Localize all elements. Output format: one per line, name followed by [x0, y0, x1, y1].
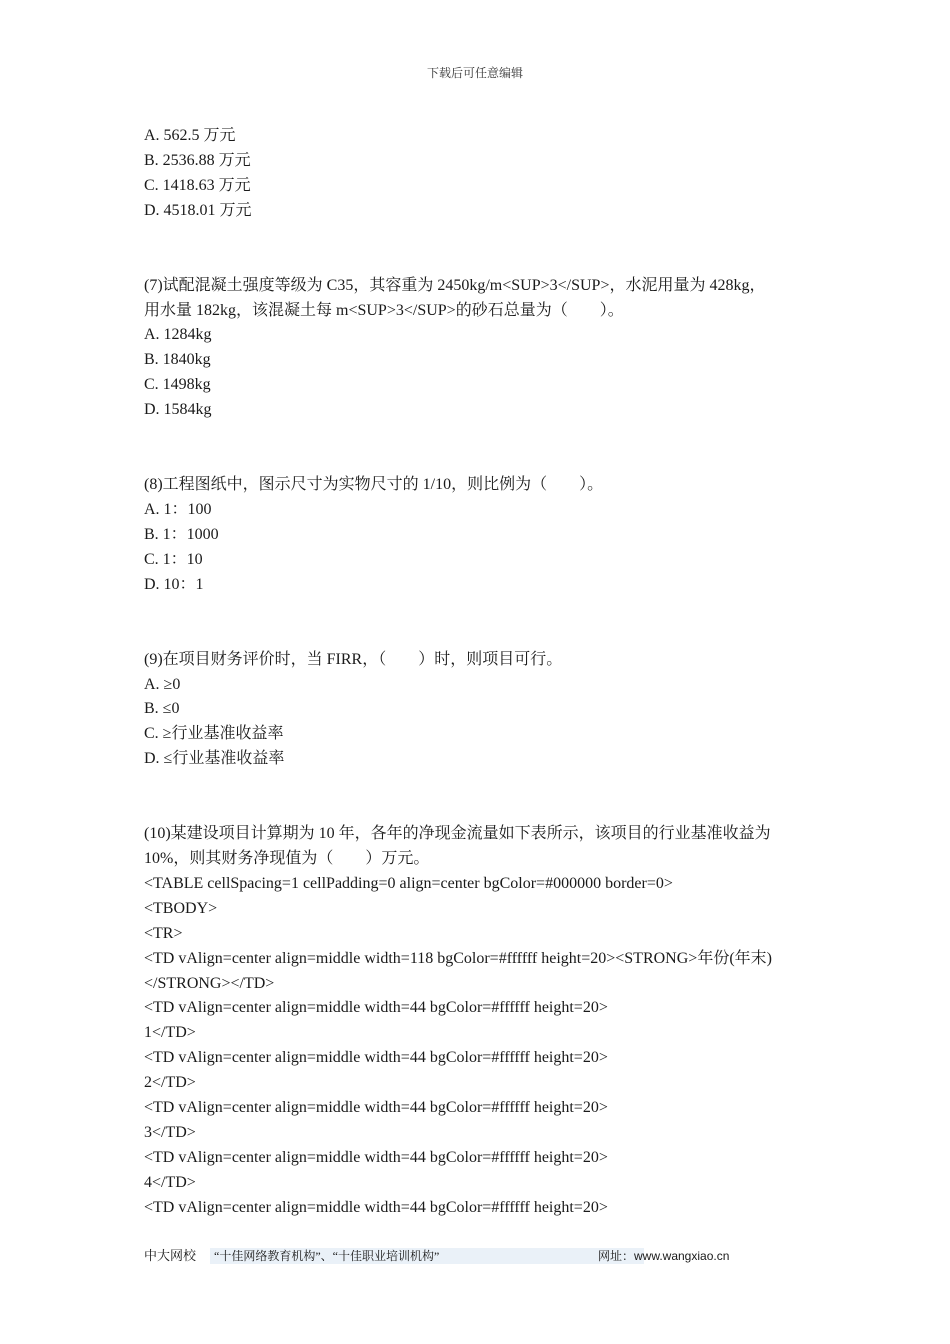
raw-line: <TD vAlign=center align=middle width=44 bgColor=#ffffff height=20>	[144, 1049, 608, 1067]
document-body	[144, 124, 814, 1221]
option-a: A. 1：100	[144, 500, 212, 518]
option-d: D. 4518.01 万元	[144, 201, 252, 219]
option-b: B. 2536.88 万元	[144, 151, 251, 169]
question-stem: (9)在项目财务评价时，当 FIRR，（ ）时，则项目可行。	[144, 650, 563, 668]
raw-line: 1</TD>	[144, 1024, 196, 1042]
footer-website[interactable]: 网址：www.wangxiao.cn	[598, 1249, 730, 1263]
option-a: A. 562.5 万元	[144, 127, 236, 144]
question-8	[144, 473, 814, 598]
option-c: C. 1：10	[144, 550, 203, 568]
raw-line: <TD vAlign=center align=middle width=44 bgColor=#ffffff height=20>	[144, 1198, 608, 1216]
page-footer	[144, 1246, 804, 1266]
question-6-options	[144, 124, 814, 224]
footer-tagline: “十佳网络教育机构”、“十佳职业培训机构”	[210, 1248, 644, 1264]
footer-school-name: 中大网校	[144, 1248, 197, 1263]
question-7	[144, 274, 814, 423]
raw-line: </STRONG></TD>	[144, 974, 275, 992]
question-stem: 10%，则其财务净现值为（ ）万元。	[144, 850, 430, 868]
option-c: C. 1498kg	[144, 376, 211, 394]
question-stem: 用水量 182kg，该混凝土每 m<SUP>3</SUP>的砂石总量为（ ）。	[144, 301, 624, 319]
raw-line: <TBODY>	[144, 899, 218, 917]
option-b: B. 1：1000	[144, 525, 219, 543]
raw-table-markup	[144, 872, 814, 1221]
question-stem: (7)试配混凝土强度等级为 C35，其容重为 2450kg/m<SUP>3</SUP>，水泥用量为 428kg，	[144, 276, 766, 294]
option-d: D. 10：1	[144, 575, 204, 593]
raw-line: 3</TD>	[144, 1124, 196, 1141]
raw-line: <TD vAlign=center align=middle width=44 bgColor=#ffffff height=20>	[144, 1148, 608, 1166]
question-10	[144, 822, 814, 1221]
question-stem: (10)某建设项目计算期为 10 年，各年的净现金流量如下表所示，该项目的行业基准收益为	[144, 825, 771, 843]
option-c: C. ≥行业基准收益率	[144, 725, 284, 743]
question-9	[144, 648, 814, 773]
option-d: D. ≤行业基准收益率	[144, 750, 285, 768]
option-c: C. 1418.63 万元	[144, 176, 251, 194]
raw-line: <TD vAlign=center align=middle width=118 bgColor=#ffffff height=20><STRONG>年份(年末)	[144, 949, 772, 967]
raw-line: 2</TD>	[144, 1074, 196, 1092]
raw-line: <TR>	[144, 924, 183, 942]
option-d: D. 1584kg	[144, 401, 212, 419]
option-a: A. 1284kg	[144, 326, 212, 344]
raw-line: 4</TD>	[144, 1173, 196, 1191]
option-b: B. 1840kg	[144, 351, 211, 369]
raw-line: <TD vAlign=center align=middle width=44 bgColor=#ffffff height=20>	[144, 999, 608, 1017]
option-b: B. ≤0	[144, 700, 180, 718]
raw-line: <TD vAlign=center align=middle width=44 bgColor=#ffffff height=20>	[144, 1099, 608, 1117]
option-a: A. ≥0	[144, 675, 181, 693]
question-stem: (8)工程图纸中，图示尺寸为实物尺寸的 1/10，则比例为（ ）。	[144, 476, 604, 494]
raw-line: <TABLE cellSpacing=1 cellPadding=0 align=center bgColor=#000000 border=0>	[144, 874, 673, 892]
page-header: 下载后可任意编辑	[426, 66, 523, 80]
